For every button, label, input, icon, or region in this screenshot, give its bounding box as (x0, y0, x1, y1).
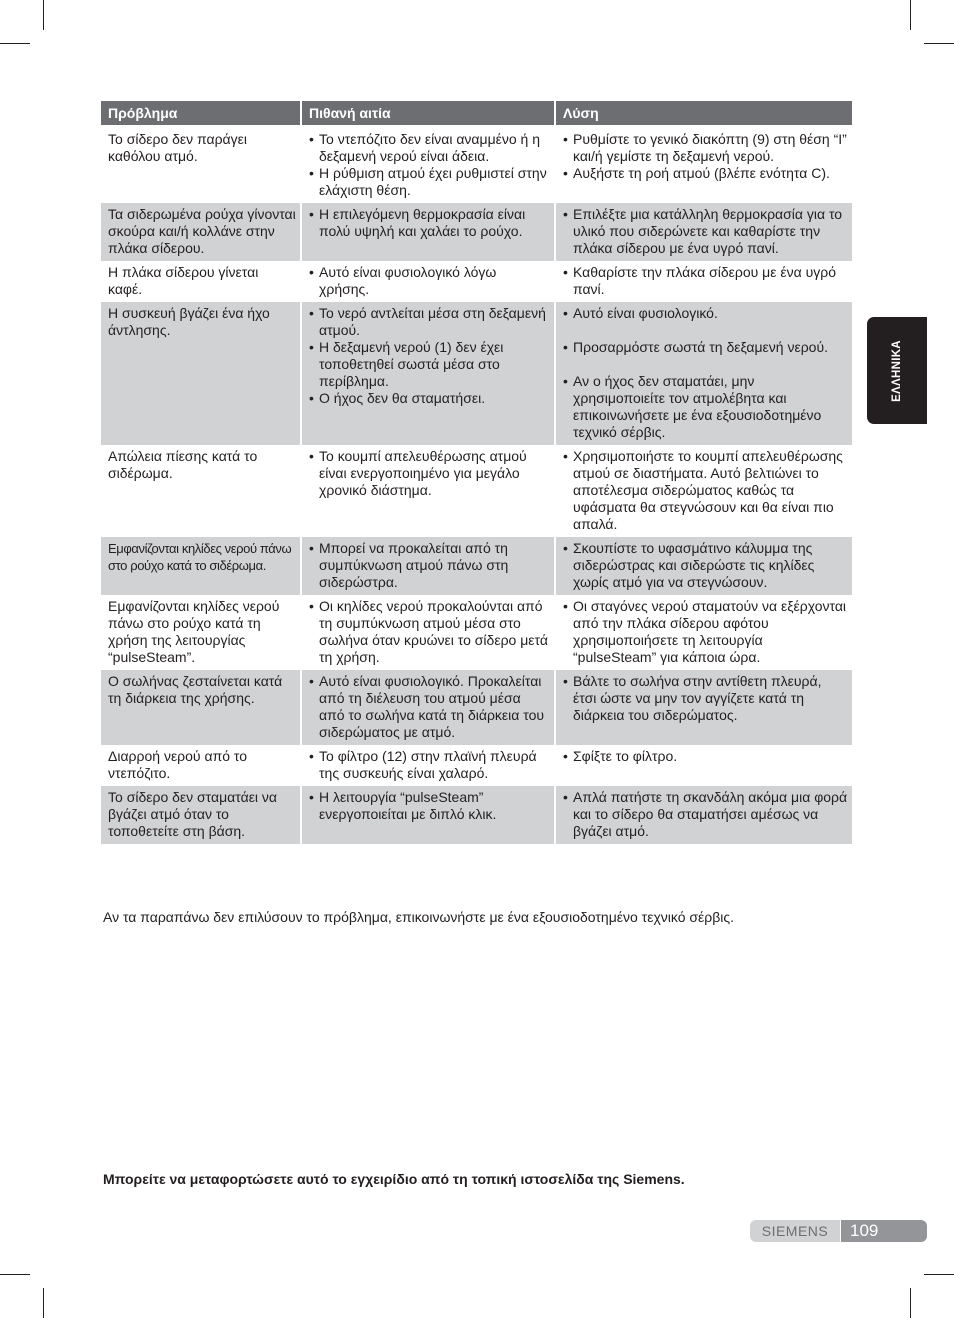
solution-cell (555, 203, 852, 261)
header-problem: Πρόβλημα (101, 101, 301, 125)
header-solution: Λύση (555, 101, 852, 125)
cause-cell (301, 302, 555, 445)
cause-cell (301, 786, 555, 844)
problem-cell: Η πλάκα σίδερου γίνεται καφέ. (101, 261, 301, 302)
solution-item: • Οι σταγόνες νερού σταματούν να εξέρχονται από την πλάκα σίδερου αφότου χρησιμοποιήσετε τη λειτουργία “pulseSteam” για κάποια ώρα. (563, 598, 848, 666)
problem-cell: Διαρροή νερού από το ντεπόζιτο. (101, 745, 301, 786)
cause-item: • Η επιλεγόμενη θερμοκρασία είναι πολύ υψηλή και χαλάει το ρούχο. (309, 206, 550, 240)
table-row (101, 261, 852, 302)
cause-item: • Οι κηλίδες νερού προκαλούνται από τη συμπύκνωση ατμού μέσα στο σωλήνα όταν κρυώνει το σίδερο μετά τη χρήση. (309, 598, 550, 666)
solution-cell (555, 537, 852, 595)
solution-item: • Απλά πατήστε τη σκανδάλη ακόμα μια φορά και το σίδερο θα σταματήσει αμέσως να βγάζει ατμό. (563, 789, 848, 840)
solution-item: • Προσαρμόστε σωστά τη δεξαμενή νερού. (563, 339, 848, 356)
crop-mark (924, 43, 954, 44)
solution-cell (555, 786, 852, 844)
problem-cell: Εμφανίζονται κηλίδες νερού πάνω στο ρούχο κατά τη χρήση της λειτουργίας “pulseSteam”. (101, 595, 301, 670)
table-row (101, 786, 852, 844)
crop-mark (43, 1288, 44, 1318)
table-row (101, 537, 852, 595)
crop-mark (910, 0, 911, 30)
language-tab-label: ΕΛΛΗΝΙΚΑ (891, 339, 903, 402)
cause-item: • Το νερό αντλείται μέσα στη δεξαμενή ατμού. (309, 305, 550, 339)
download-note: Μπορείτε να μεταφορτώσετε αυτό το εγχειρίδιο από τη τοπική ιστοσελίδα της Siemens. (103, 1171, 685, 1187)
solution-cell (555, 302, 852, 445)
troubleshooting-table (101, 101, 852, 844)
table-row (101, 128, 852, 203)
crop-mark (43, 0, 44, 30)
problem-cell: Απώλεια πίεσης κατά το σιδέρωμα. (101, 445, 301, 537)
solution-item: • Χρησιμοποιήστε το κουμπί απελευθέρωσης ατμού σε διαστήματα. Αυτό βελτιώνει το αποτέλεσμα σιδερώματος καθώς τα υφάσματα θα στεγνώσουν και θα είναι πιο απαλά. (563, 448, 848, 533)
table-row (101, 670, 852, 745)
cause-cell (301, 537, 555, 595)
solution-item: • Ρυθμίστε το γενικό διακόπτη (9) στη θέση “I” και/ή γεμίστε τη δεξαμενή νερού. (563, 131, 848, 165)
solution-item: • Καθαρίστε την πλάκα σίδερου με ένα υγρό πανί. (563, 264, 848, 298)
solution-cell (555, 445, 852, 537)
solution-item: • Αν ο ήχος δεν σταματάει, μην χρησιμοποιείτε τον ατμολέβητα και επικοινωνήσετε με ένα εξουσιοδοτημένο τεχνικό σέρβις. (563, 373, 848, 441)
solution-cell (555, 745, 852, 786)
cause-item: • Αυτό είναι φυσιολογικό. Προκαλείται από τη διέλευση του ατμού μέσα από το σωλήνα κατά τη διάρκεια του σιδερώματος με ατμό. (309, 673, 550, 741)
cause-cell (301, 261, 555, 302)
cause-item: • Η ρύθμιση ατμού έχει ρυθμιστεί στην ελάχιστη θέση. (309, 165, 550, 199)
problem-cell: Τα σιδερωμένα ρούχα γίνονται σκούρα και/ή κολλάνε στην πλάκα σίδερου. (101, 203, 301, 261)
cause-item: • Μπορεί να προκαλείται από τη συμπύκνωση ατμού πάνω στη σιδερώστρα. (309, 540, 550, 591)
cause-cell (301, 670, 555, 745)
crop-mark (0, 43, 30, 44)
problem-cell: Το σίδερο δεν σταματάει να βγάζει ατμό όταν το τοποθετείτε στη βάση. (101, 786, 301, 844)
solution-item: • Σκουπίστε το υφασμάτινο κάλυμμα της σιδερώστρας και σιδερώστε τις κηλίδες χωρίς ατμό για να στεγνώσουν. (563, 540, 848, 591)
cause-cell (301, 745, 555, 786)
table-header-row (101, 101, 852, 125)
solution-item: • Επιλέξτε μια κατάλληλη θερμοκρασία για το υλικό που σιδερώνετε και καθαρίστε την πλάκα σίδερου με ένα υγρό πανί. (563, 206, 848, 257)
cause-item: • Η δεξαμενή νερού (1) δεν έχει τοποθετηθεί σωστά μέσα στο περίβλημα. (309, 339, 550, 390)
problem-cell: Εμφανίζονται κηλίδες νερού πάνω στο ρούχο κατά το σιδέρωμα. (101, 537, 301, 595)
table-row (101, 445, 852, 537)
cause-cell (301, 445, 555, 537)
after-table-note: Αν τα παραπάνω δεν επιλύσουν το πρόβλημα, επικοινωνήστε με ένα εξουσιοδοτημένο τεχνικό σέρβις. (103, 909, 735, 925)
table-row (101, 745, 852, 786)
solution-cell (555, 670, 852, 745)
header-cause: Πιθανή αιτία (301, 101, 555, 125)
cause-item: • Το ντεπόζιτο δεν είναι αναμμένο ή η δεξαμενή νερού είναι άδεια. (309, 131, 550, 165)
table-row (101, 203, 852, 261)
solution-cell (555, 261, 852, 302)
cause-cell (301, 128, 555, 203)
problem-cell: Η συσκευή βγάζει ένα ήχο άντλησης. (101, 302, 301, 445)
cause-item: • Αυτό είναι φυσιολογικό λόγω χρήσης. (309, 264, 550, 298)
solution-item: • Αυτό είναι φυσιολογικό. (563, 305, 848, 322)
cause-item: • Η λειτουργία “pulseSteam” ενεργοποιείται με διπλό κλικ. (309, 789, 550, 823)
table-row (101, 595, 852, 670)
crop-mark (910, 1288, 911, 1318)
brand-label: SIEMENS (750, 1220, 840, 1242)
solution-item: • Σφίξτε το φίλτρο. (563, 748, 848, 765)
page-number: 109 (850, 1221, 879, 1240)
language-tab (867, 317, 927, 424)
cause-item: • Το φίλτρο (12) στην πλαϊνή πλευρά της συσκευής είναι χαλαρό. (309, 748, 550, 782)
problem-cell: Ο σωλήνας ζεσταίνεται κατά τη διάρκεια της χρήσης. (101, 670, 301, 745)
solution-cell (555, 595, 852, 670)
cause-cell (301, 203, 555, 261)
solution-item: • Βάλτε το σωλήνα στην αντίθετη πλευρά, έτσι ώστε να μην τον αγγίζετε κατά τη διάρκεια του σιδερώματος. (563, 673, 848, 724)
cause-item: • Το κουμπί απελευθέρωσης ατμού είναι ενεργοποιημένο για μεγάλο χρονικό διάστημα. (309, 448, 550, 499)
problem-cell: Το σίδερο δεν παράγει καθόλου ατμό. (101, 128, 301, 203)
cause-cell (301, 595, 555, 670)
table-row (101, 302, 852, 445)
cause-item: • Ο ήχος δεν θα σταματήσει. (309, 390, 550, 407)
page-number-box (841, 1220, 927, 1242)
solution-item: • Αυξήστε τη ροή ατμού (βλέπε ενότητα C). (563, 165, 848, 182)
solution-cell (555, 128, 852, 203)
crop-mark (924, 1274, 954, 1275)
crop-mark (0, 1274, 30, 1275)
